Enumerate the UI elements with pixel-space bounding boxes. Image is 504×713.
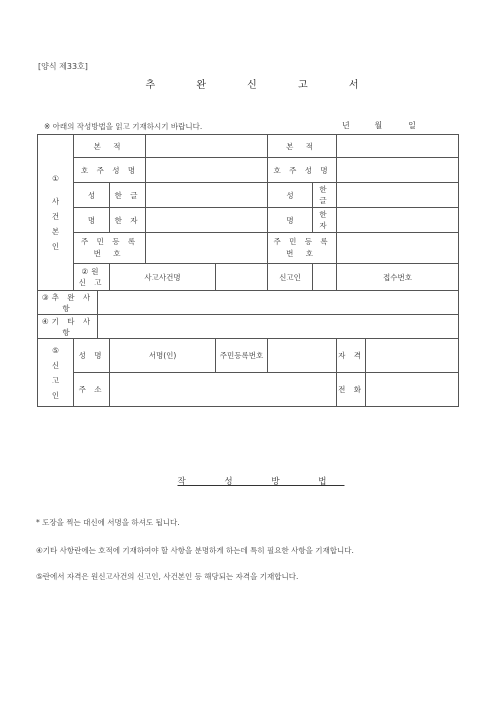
field-supplement-items[interactable] [98, 291, 459, 315]
section5-number: ⑤ [52, 345, 59, 355]
label-reporter: 신고인 [268, 264, 313, 291]
section1-label-char: 사 [51, 197, 60, 206]
label-phone: 전 화 [337, 373, 366, 407]
label-reporter-name: 성 명 [74, 339, 110, 373]
howto-title [0, 475, 504, 487]
field-hangul-right[interactable] [337, 183, 459, 208]
section5-label-cell [38, 339, 74, 407]
field-bonjeok-right[interactable] [337, 135, 459, 158]
date-day-label: 일 [408, 121, 416, 130]
label-reporter-id-number: 주민등록번호 [216, 339, 268, 373]
label-case-name: 사고사건명 [110, 264, 216, 291]
label-myeong-left: 명 [74, 208, 110, 233]
label-myeong-right: 명 [268, 208, 313, 233]
section1-label-char: 건 [51, 212, 60, 221]
label-id-number-left [74, 233, 146, 264]
label-id-line1: 주 민 등 록 [273, 237, 331, 246]
label-household-head-left: 호 주 성 명 [74, 158, 146, 183]
field-address[interactable] [110, 373, 337, 407]
field-household-head-left[interactable] [146, 158, 268, 183]
field-hanja-left[interactable] [146, 208, 268, 233]
field-reporter-id-number[interactable] [268, 339, 337, 373]
label-bonjeok-left: 본 적 [74, 135, 146, 158]
label-hanja-right: 한 자 [313, 208, 337, 233]
field-bonjeok-left[interactable] [146, 135, 268, 158]
label-id-number-right [268, 233, 337, 264]
label-supplement-items: ③추 완 사 항 [38, 291, 98, 315]
supplementary-report-form [37, 134, 459, 407]
section5-label-char: 신 [51, 360, 60, 370]
section5-label-char: 고 [51, 375, 60, 385]
section1-label-char: 본 [51, 227, 60, 236]
field-household-head-right[interactable] [337, 158, 459, 183]
date-year-label: 년 [342, 121, 350, 130]
label-bonjeok-right: 본 적 [268, 135, 337, 158]
label-seong-right: 성 [268, 183, 313, 208]
field-id-number-left[interactable] [146, 233, 268, 264]
section1-number: ① [52, 174, 59, 183]
label-id-line2: 번 호 [286, 249, 318, 258]
note-other-items: ④기타 사항란에는 호적에 기재하여야 할 사항을 분명하게 하는데 특히 필요한 사항을 기재합니다. [36, 546, 354, 555]
field-hanja-right[interactable] [337, 208, 459, 233]
howto-title-text: 작 성 방 법 [177, 477, 345, 487]
form-code: [양식 제33호] [38, 62, 88, 71]
label-seong-left: 성 [74, 183, 110, 208]
date-month-label: 월 [374, 121, 383, 130]
page-title: 추 완 신 고 서 [145, 80, 378, 91]
field-other-items[interactable] [98, 315, 459, 339]
field-hangul-left[interactable] [146, 183, 268, 208]
instruction-notice: ※ 아래의 작성방법을 읽고 기재하시기 바랍니다. [44, 122, 203, 131]
label-address: 주 소 [74, 373, 110, 407]
date-line [342, 120, 416, 131]
field-case-name[interactable] [216, 264, 268, 291]
label-hangul-right: 한 글 [313, 183, 337, 208]
field-qualification[interactable] [366, 339, 459, 373]
label-hangul-left: 한 글 [110, 183, 146, 208]
label-household-head-right: 호 주 성 명 [268, 158, 337, 183]
label-receipt-number: 접수번호 [337, 264, 459, 291]
section1-label-char: 인 [51, 242, 60, 251]
field-reporter[interactable] [313, 264, 337, 291]
section1-label-cell [38, 135, 74, 291]
section5-label-char: 인 [51, 390, 60, 400]
field-signature[interactable]: 서명(인) [110, 339, 216, 373]
label-other-items: ④기 타 사 항 [38, 315, 98, 339]
note-signature: * 도장을 찍는 대신에 서명을 하셔도 됩니다. [36, 518, 180, 527]
field-phone[interactable] [366, 373, 459, 407]
label-qualification: 자 격 [337, 339, 366, 373]
label-original-report: ②원 신 고 [74, 264, 110, 291]
field-id-number-right[interactable] [337, 233, 459, 264]
label-id-line1: 주 민 등 록 [80, 237, 139, 246]
label-hanja-left: 한 자 [110, 208, 146, 233]
note-qualification: ⑤란에서 자격은 원신고사건의 신고인, 사건본인 등 해당되는 자격을 기재합니다. [36, 572, 299, 581]
label-id-line2: 번 호 [93, 249, 126, 258]
